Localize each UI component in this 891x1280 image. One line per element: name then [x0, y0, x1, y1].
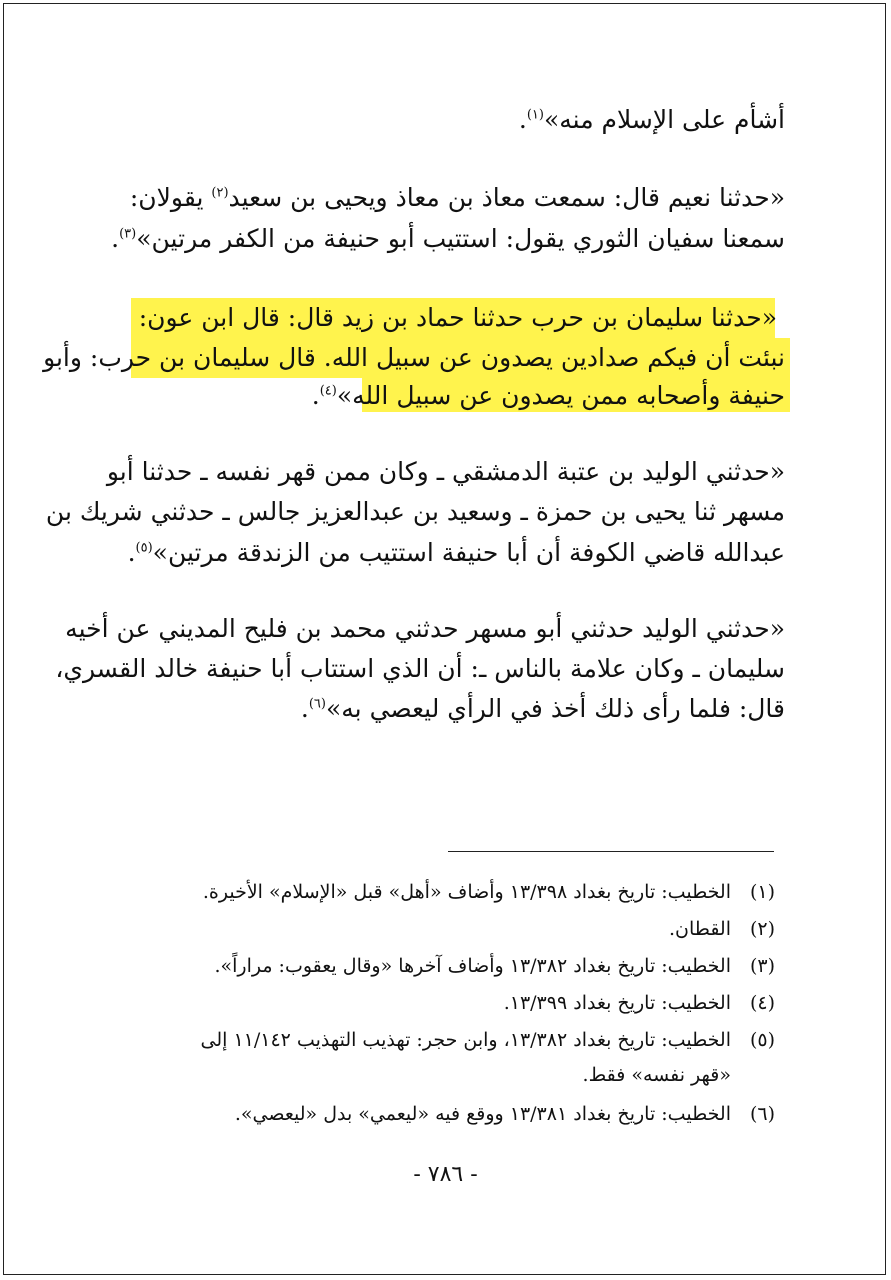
para5-line1-text: «حدثني الوليد حدثني أبو مسهر حدثني محمد بن فليح المديني عن أخيه	[65, 614, 785, 643]
para5-line2-text: سليمان ـ وكان علامة بالناس ـ: أن الذي استتاب أبا حنيفة خالد القسري،	[55, 654, 785, 683]
footnote-ref-6: (٦)	[308, 696, 326, 712]
footnote-number: (٦)	[749, 1103, 775, 1125]
para4-line1	[107, 455, 785, 489]
para2-line2	[111, 222, 785, 256]
para3-line3	[312, 379, 785, 413]
footnote-number: (٤)	[749, 992, 775, 1014]
para5-line3	[301, 692, 785, 726]
para3-line3-text: حنيفة وأصحابه ممن يصدون عن سبيل الله»	[336, 381, 785, 410]
para2-line2-text: سمعنا سفيان الثوري يقول: استتيب أبو حنيفة من الكفر مرتين»	[136, 224, 785, 253]
para4-line3	[128, 536, 785, 570]
footnote-5-continuation	[583, 1061, 731, 1089]
para5-line3-text: قال: فلما رأى ذلك أخذ في الرأي ليعصي به»	[325, 694, 785, 723]
para5-line1	[65, 612, 785, 646]
footnote-ref-4: (٤)	[319, 383, 337, 399]
para3-line3-end: .	[311, 381, 320, 410]
footnote-ref-2: (٢)	[211, 185, 229, 201]
footnote-1	[203, 878, 775, 906]
footnote-text: الخطيب: تاريخ بغداد ١٣/٣٨٢، وابن حجر: تهذيب التهذيب ١١/١٤٢ إلى	[200, 1029, 731, 1051]
footnote-separator	[448, 851, 774, 852]
footnote-ref-3: (٣)	[119, 226, 137, 242]
footnote-2	[669, 915, 775, 943]
footnote-ref-5: (٥)	[135, 540, 153, 556]
para3-line2	[43, 341, 785, 375]
footnote-5	[200, 1026, 775, 1054]
para2-line2-end: .	[111, 224, 120, 253]
para2-line1	[130, 181, 785, 215]
para2-line1-end: يقولان:	[129, 183, 212, 212]
footnote-6	[235, 1100, 775, 1128]
opening-text: أشأم على الإسلام منه»	[543, 105, 785, 134]
footnote-text: الخطيب: تاريخ بغداد ١٣/٣٩٩.	[503, 992, 731, 1014]
footnote-number: (٣)	[749, 955, 775, 977]
para4-line1-text: «حدثني الوليد بن عتبة الدمشقي ـ وكان ممن قهر نفسه ـ حدثنا أبو	[106, 457, 785, 486]
para2-line1-text: «حدثنا نعيم قال: سمعت معاذ بن معاذ ويحيى بن سعيد	[228, 183, 785, 212]
footnote-number: (١)	[749, 881, 775, 903]
para4-line2	[46, 495, 785, 529]
para4-line3-text: عبدالله قاضي الكوفة أن أبا حنيفة استتيب من الزندقة مرتين»	[152, 538, 785, 567]
opening-end: .	[518, 105, 527, 134]
para4-line3-end: .	[127, 538, 136, 567]
para5-line2	[55, 652, 785, 686]
footnote-number: (٢)	[749, 918, 775, 940]
footnote-text: الخطيب: تاريخ بغداد ١٣/٣٩٨ وأضاف «أهل» قبل «الإسلام» الأخيرة.	[202, 881, 731, 903]
footnote-3	[214, 952, 775, 980]
footnote-text: الخطيب: تاريخ بغداد ١٣/٣٨٢ وأضاف آخرها «وقال يعقوب: مراراً».	[214, 955, 731, 977]
page-number: - ٧٨٦ -	[413, 1162, 478, 1187]
para4-line2-text: مسهر ثنا يحيى بن حمزة ـ وسعيد بن عبدالعزيز جالس ـ حدثني شريك بن	[45, 497, 785, 526]
opening-line	[519, 103, 785, 137]
para3-line2-text: نبئت أن فيكم صدادين يصدون عن سبيل الله. قال سليمان بن حرب: وأبو	[43, 343, 785, 372]
para5-line3-end: .	[300, 694, 309, 723]
footnote-4	[504, 989, 775, 1017]
footnote-ref-1: (١)	[526, 107, 544, 123]
para3-line1	[139, 301, 777, 335]
para3-line1-text: «حدثنا سليمان بن حرب حدثنا حماد بن زيد قال: قال ابن عون:	[138, 303, 777, 332]
footnote-text: «قهر نفسه» فقط.	[582, 1064, 731, 1086]
footnote-text: القطان.	[668, 918, 731, 940]
footnote-number: (٥)	[749, 1029, 775, 1051]
footnote-text: الخطيب: تاريخ بغداد ١٣/٣٨١ ووقع فيه «ليعمي» بدل «ليعصي».	[234, 1103, 731, 1125]
